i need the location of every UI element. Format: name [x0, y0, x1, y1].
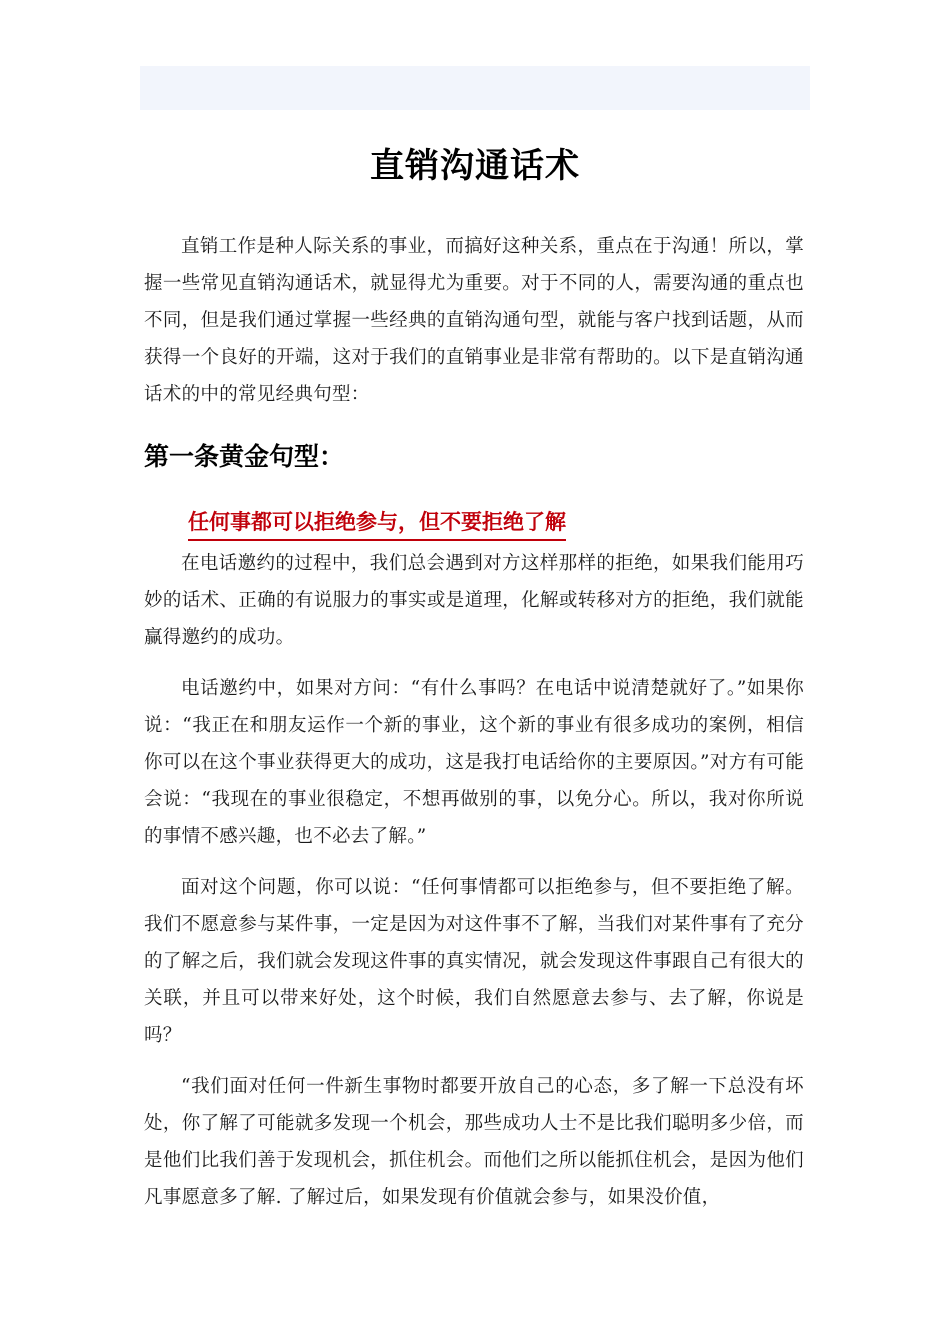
body-paragraph: “我们面对任何一件新生事物时都要开放自己的心态，多了解一下总没有坏处，你了解了可能就多发现一个机会，那些成功人士不是比我们聪明多少倍，而是他们比我们善于发现机会，抓住机会。而他们之所以能抓住机会，是因为他们凡事愿意多了解. 了解过后，如果发现有价值就会参与，如果没价值， — [144, 1076, 804, 1208]
section-subtitle: 任何事都可以拒绝参与，但不要拒绝了解 — [188, 505, 566, 541]
page-title: 直销沟通话术 — [370, 146, 580, 186]
section-heading: 第一条黄金句型： — [144, 442, 345, 471]
body-paragraph: 在电话邀约的过程中，我们总会遇到对方这样那样的拒绝，如果我们能用巧妙的话术、正确的有说服力的事实或是道理，化解或转移对方的拒绝，我们就能赢得邀约的成功。 — [144, 553, 804, 648]
document-body — [144, 228, 804, 1216]
header-band — [140, 66, 810, 110]
body-paragraph: 电话邀约中，如果对方问：“有什么事吗？在电话中说清楚就好了。”如果你说：“我正在和朋友运作一个新的事业，这个新的事业有很多成功的案例，相信你可以在这个事业获得更大的成功，这是我打电话给你的主要原因。”对方有可能会说：“我现在的事业很稳定，不想再做别的事，以免分心。所以，我对你所说的事情不感兴趣，也不必去了解。” — [144, 678, 804, 847]
intro-paragraph: 直销工作是种人际关系的事业，而搞好这种关系，重点在于沟通！所以，掌握一些常见直销沟通话术，就显得尤为重要。对于不同的人，需要沟通的重点也不同，但是我们通过掌握一些经典的直销沟通句型，就能与客户找到话题，从而获得一个良好的开端，这对于我们的直销事业是非常有帮助的。以下是直销沟通话术的中的常见经典句型： — [144, 236, 804, 405]
body-paragraph: 面对这个问题，你可以说：“任何事情都可以拒绝参与，但不要拒绝了解。我们不愿意参与某件事，一定是因为对这件事不了解，当我们对某件事有了充分的了解之后，我们就会发现这件事的真实情况，就会发现这件事跟自己有很大的关联，并且可以带来好处，这个时候，我们自然愿意去参与、去了解，你说是吗？ — [144, 877, 804, 1046]
